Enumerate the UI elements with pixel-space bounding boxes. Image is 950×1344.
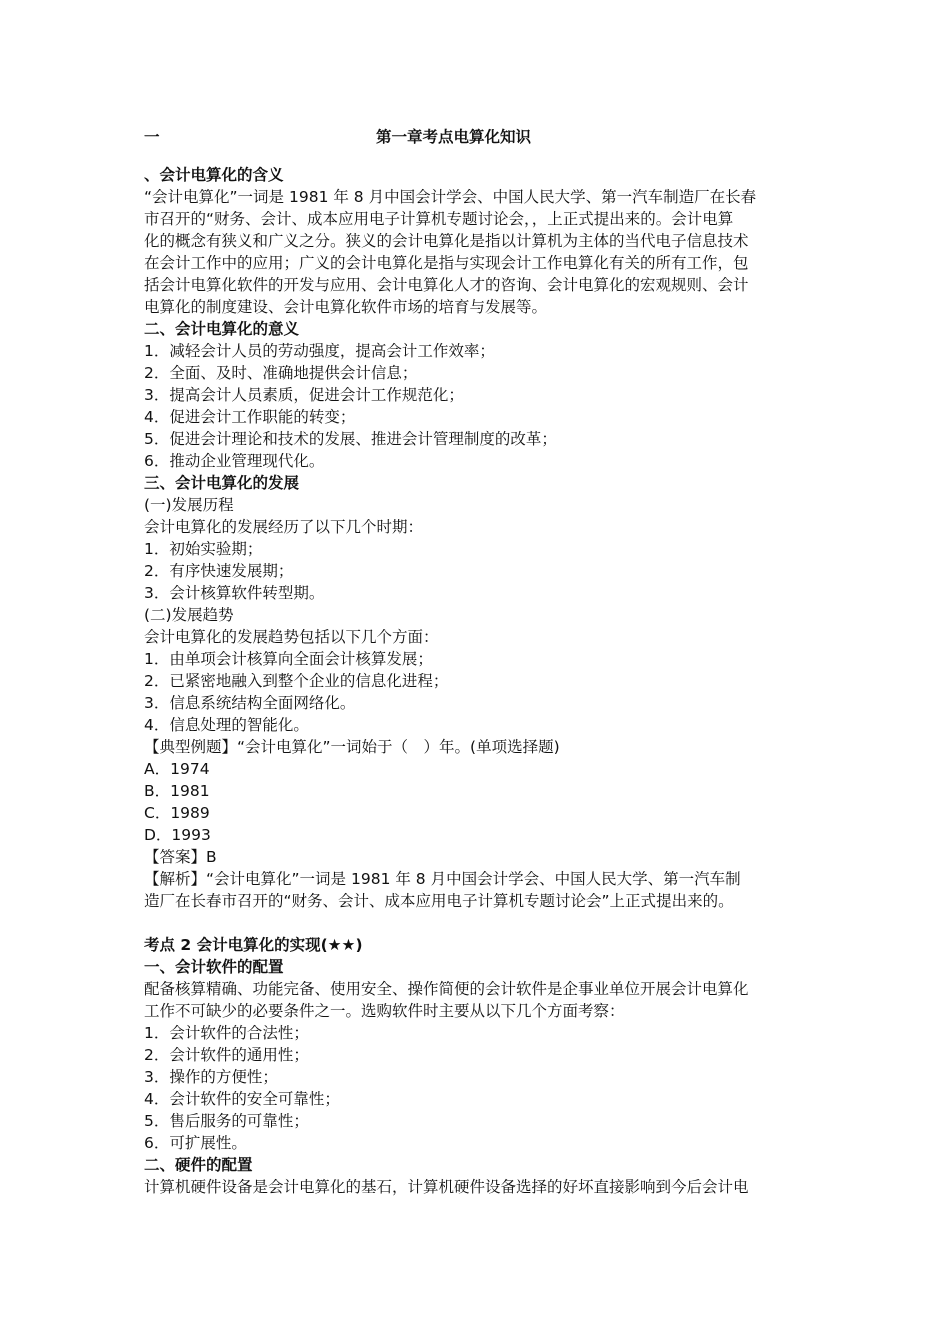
list-item: 2．全面、及时、准确地提供会计信息； [144, 364, 418, 382]
section-heading: 三、会计电算化的发展 [144, 474, 300, 492]
chapter-title-row [144, 126, 809, 150]
list-item: 3．提高会计人员素质，促进会计工作规范化； [144, 386, 464, 404]
example-question: 【典型例题】“会计电算化”一词始于（ ）年。(单项选择题) [144, 738, 560, 756]
subsection-heading: (一)发展历程 [144, 496, 234, 514]
paragraph-line: 工作不可缺少的必要条件之一。选购软件时主要从以下几个方面考察： [144, 1002, 625, 1020]
section-heading: 一、会计软件的配置 [144, 958, 284, 976]
list-item: 3．操作的方便性； [144, 1068, 278, 1086]
list-item: 6．可扩展性。 [144, 1134, 247, 1152]
option-item: D．1993 [144, 826, 211, 844]
paragraph-line: 化的概念有狭义和广义之分。狭义的会计电算化是指以计算机为主体的当代电子信息技术 [144, 232, 749, 250]
paragraph-line: 电算化的制度建设、会计电算化软件市场的培育与发展等。 [144, 298, 548, 316]
analysis-line: 【解析】“会计电算化”一词是 1981 年 8 月中国会计学会、中国人民大学、第一汽车制 [144, 870, 741, 888]
paragraph-line: 计算机硬件设备是会计电算化的基石，计算机硬件设备选择的好坏直接影响到今后会计电 [144, 1178, 749, 1196]
list-item: 2．有序快速发展期； [144, 562, 294, 580]
option-item: C．1989 [144, 804, 210, 822]
paragraph-line: 会计电算化的发展经历了以下几个时期： [144, 518, 424, 536]
section-heading: 、会计电算化的含义 [144, 166, 284, 184]
paragraph-line: 会计电算化的发展趋势包括以下几个方面： [144, 628, 439, 646]
paragraph-line: 市召开的“财务、会计、成本应用电子计算机专题讨论会，，上正式提出来的。会计电算 [144, 210, 734, 228]
list-item: 1．会计软件的合法性； [144, 1024, 309, 1042]
list-item: 2．会计软件的通用性； [144, 1046, 309, 1064]
blank-line [144, 912, 809, 934]
section-heading: 二、硬件的配置 [144, 1156, 253, 1174]
list-item: 1．初始实验期； [144, 540, 263, 558]
document-body [144, 126, 809, 1198]
list-item: 3．会计核算软件转型期。 [144, 584, 325, 602]
list-item: 1．由单项会计核算向全面会计核算发展； [144, 650, 433, 668]
list-item: 2．已紧密地融入到整个企业的信息化进程； [144, 672, 449, 690]
list-item: 4．信息处理的智能化。 [144, 716, 309, 734]
list-item: 5．促进会计理论和技术的发展、推进会计管理制度的改革； [144, 430, 557, 448]
paragraph-line: “会计电算化”一词是 1981 年 8 月中国会计学会、中国人民大学、第一汽车制造厂在长春 [144, 188, 757, 206]
point-heading: 考点 2 会计电算化的实现(★★) [144, 936, 363, 954]
list-item: 4．促进会计工作职能的转变； [144, 408, 356, 426]
paragraph-line: 配备核算精确、功能完备、使用安全、操作简便的会计软件是企事业单位开展会计电算化 [144, 980, 749, 998]
analysis-line: 造厂在长春市召开的“财务、会计、成本应用电子计算机专题讨论会”上正式提出来的。 [144, 892, 734, 910]
section-heading: 二、会计电算化的意义 [144, 320, 300, 338]
option-item: A．1974 [144, 760, 210, 778]
subsection-heading: (二)发展趋势 [144, 606, 234, 624]
list-item: 5．售后服务的可靠性； [144, 1112, 309, 1130]
chapter-title: 第一章考点电算化知识 [376, 128, 532, 146]
paragraph-line: 在会计工作中的应用；广义的会计电算化是指与实现会计工作电算化有关的所有工作，包 [144, 254, 749, 272]
paragraph-line: 括会计电算化软件的开发与应用、会计电算化人才的咨询、会计电算化的宏观规则、会计 [144, 276, 749, 294]
list-item: 6．推动企业管理现代化。 [144, 452, 325, 470]
list-item: 3．信息系统结构全面网络化。 [144, 694, 356, 712]
title-prefix: 一 [144, 128, 160, 146]
list-item: 4．会计软件的安全可靠性； [144, 1090, 340, 1108]
list-item: 1．减轻会计人员的劳动强度，提高会计工作效率； [144, 342, 495, 360]
answer-line: 【答案】B [144, 848, 217, 866]
option-item: B．1981 [144, 782, 210, 800]
